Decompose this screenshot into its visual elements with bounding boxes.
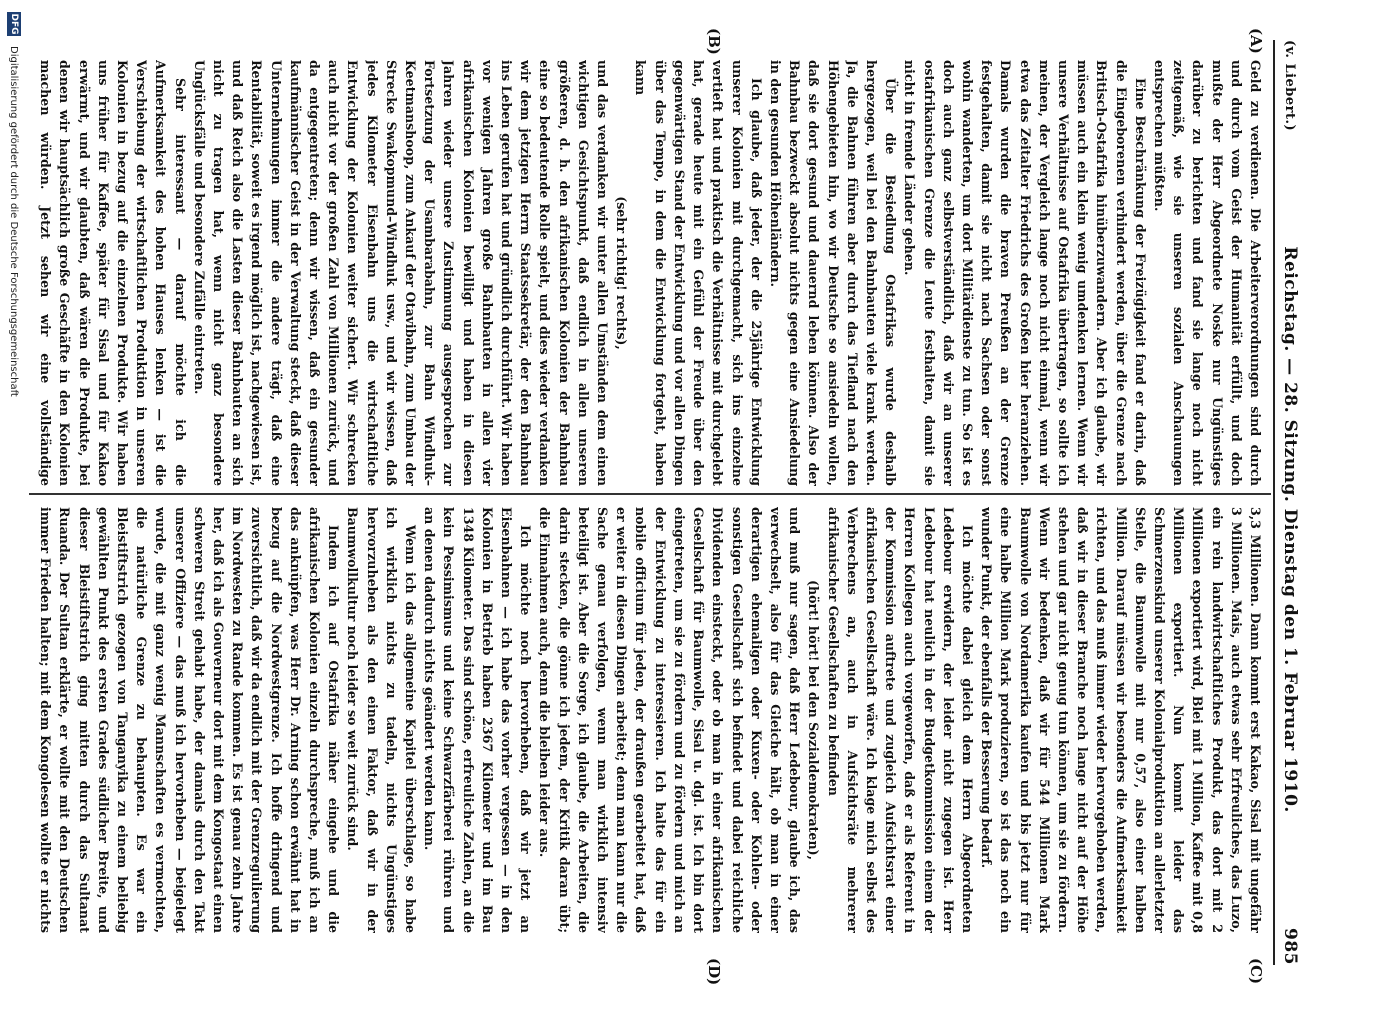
page-title: Reichstag. — 28. Sitzung. Dienstag den 1. Februar 1910. [1280,246,1300,813]
page-number: 985 [1280,928,1300,965]
footer [1,0,27,1012]
header-rule [1273,40,1275,965]
right-paragraph: und muß nur sagen, daß Herr Ledebour, glaube ich, das verwechselt, also für das Gleiche hält, ob man in einer derartigen ehemaligen oder Kuxen- oder Kohlen- oder sonstigen Gesellschaft sich befindet und dabei reichliche Dividenden einsteckt, oder ob man in einer afrikanischen Gesellschaft für Baumwolle, Sisal u. dgl. ist. Ich bin dort eingetreten, um sie zu fördern und zu fördern und mich an der Entwicklung zu interessieren. Ich halte das für ein nobile officium für jeden, der draußen gearbeitet hat, daß er weiter in diesen Dingen arbeitet; denn man kann nur die Sache genau verfolgen, wenn man wirklich intensiv beteiligt ist. Aber die Sorge, ich glaube, die Arbeiten, die darin stecken, die gönne ich jedem, der Kritik daran übt; die Einnahmen auch, denn die bleiben leider aus. [537,507,803,933]
left-column [35,60,1265,486]
left-paragraph: Über die Besiedlung Ostafrikas wurde deshalb hergezogen, weil bei den Bahnbauten viele krank werden. Ja, die Bahnen führen aber durch das Tiefland nach den Höhengebieten hin, wo wir Deutsche so ansiedeln wollen, daß sie dort gesund und dauernd leben können. Also der Bahnbau bezweckt absolut nichts gegen eine Ansiedelung in den gesunden Höhenländern. [767,60,899,486]
dfg-logo: DFG [9,13,19,35]
page-header [1279,40,1301,965]
left-paragraph: Eine Beschränkung der Freizügigkeit fand er darin, daß die Eingeborenen verhindert werden, über die Grenze nach Britisch-Ostafrika hinüberzuwandern. Aber ich glaube, wir müssen auch ein klein wenig umdenken lernen. Wenn wir unsere Verhältnisse auf Ostafrika übertragen, so sollte ich meinen, der Vergleich lange noch nicht einmal, wenn wir etwa das Zeitalter Friedrichs des Großen hier heranziehen. Damals wurden die braven Preußen an der Grenze festgehalten, damit sie nicht nach Sachsen oder sonst wohin wanderten, um dort Militärdienste zu tun. So ist es doch auch ganz selbstverständlich, daß wir an unserer ostafrikanischen Grenze die Leute festhalten, damit sie nicht in fremde Länder gehen. [902,60,1148,486]
right-paragraph: Indem ich auf Ostafrika näher eingehe und die afrikanischen Kolonien einzeln durchspreche, muß ich an das anknüpfen, was Herr Dr. Arning schon erwähnt hat in bezug auf die Nordwestgrenze. Ich hoffe dringend und zuversichtlich, daß wir da endlich mit der Grenzregulierung im Nordwesten zu Rande kommen. Es ist genau zehn Jahre her, daß ich als Gouverneur dort mit dem Kongostaat einen schweren Streit gehabt habe, der damals durch den Takt unserer Offiziere — das muß ich hervorheben — beigelegt wurde, die mit ganz wenig Mannschaften es vermochten, die natürliche Grenze zu behaupten. Es war ein Bleistiftstrich gezogen von Tanganyika zu einem beliebig gewählten Punkt des ersten Grades südlicher Breite, und dieser Bleistiftstrich ging mitten durch das Sultanat Ruanda. Der Sultan erklärte, er wollte mit den Deutschen immer Frieden halten; mit dem Kongolesen wollte er nichts [38,507,342,933]
column-divider [29,493,1271,495]
right-paragraph: Ich möchte noch hervorheben, daß wir jetzt an Eisenbahnen — ich habe das vorher vergessen — in den Kolonien in Betrieb haben 2367 Kilometer und im Bau 1348 Kilometer. Das sind schöne, erfreuliche Zahlen, an die kein Pessimismus und keine Schwarzfärberei rühren und an denen dadurch nichts geändert werden kann. [422,507,534,933]
left-paragraph: und das verdanken wir unter allen Umständen dem einen wichtigen Gesichtspunkt, daß endlich in allen unseren größeren, d. h. den afrikanischen Kolonien der Bahnbau eine so bedeutende Rolle spielt, und dies wieder verdanken wir dem jetzigen Herrn Staatssekretär, der den Bahnbau ins Leben gerufen hat und gründlich durchführt. Wir haben vor wenigen Jahren große Bahnbauten in allen vier afrikanischen Kolonien bewilligt und haben in diesen Jahren wieder unsere Zustimmung ausgesprochen zur Fortsetzung der Usambarabahn, zur Bahn Windhuk–Keetmanshoop, zum Ankauf der Otavibahn, zum Umbau der Strecke Swakopmund–Windhuk usw., und wir wissen, daß jedes Kilometer Eisenbahn uns die wirtschaftliche Entwicklung der Kolonien weiter sichert. Wir schrecken auch nicht vor der großen Zahl von Millionen zurück, und da entgegentreten; denn wir wissen, daß ein gesunder kaufmännischer Geist in der Verwaltung steckt, daß dieser Unternehmungen immer die andere trägt, daß eine Rentabilität, soweit es irgend möglich ist, nachgewiesen ist, und daß Reich also die Lasten dieser Bahnbauten an sich nicht zu tragen hat, wenn nicht ganz besondere Unglücksfälle und besondere Zufälle eintreten. [191,60,611,486]
right-paragraph: Ich möchte dabei gleich dem Herrn Abgeordneten Ledebour erwidern, der leider nicht zugegen ist. Herr Ledebour hat neulich in der Budgetkommission einem der Herren Kollegen auch vorgeworfen, daß er als Referent in der Kommission auftrete und zugleich Aufsichtsrat einer afrikanischen Gesellschaft wäre. Ich klage mich selbst des Verbrechens an, auch in Aufsichtsräte mehrerer afrikanischer Gesellschaften zu befinden [825,507,975,933]
footer-text: Digitalisierung gefördert durch die Deutsche Forschungsgemeinschaft [8,46,20,397]
left-interjection: (sehr richtig! rechts), [614,196,630,350]
left-speaker-label: (v. Liebert.) [1282,40,1298,132]
margin-mark-b: (B) [705,28,723,55]
right-paragraph: Wenn ich das allgemeine Kapitel überschlage, so habe ich wirklich nichts zu tadeln, nichts Ungünstiges hervorzuheben als den einen Faktor, daß wir in der Baumwollkultur noch leider so weit zurück sind. [345,507,419,933]
right-paragraph: 3,3 Millionen. Dann kommt erst Kakao, Sisal mit ungefähr 3 Millionen. Mais, auch etwas sehr Erfreuliches, das Luzo, ein rein landwirtschaftliches Produkt, das dort mit 2 Millionen exportiert wird, Blei mit 1 Million, Kaffee mit 0,8 Millionen exportiert. Nun kommt leider das Schmerzenskind unserer Kolonialproduktion an allerletzter Stelle, die Baumwolle mit nur 0,57, also einer halben Million. Darauf müssen wir besonders die Aufmerksamkeit richten, und das muß immer wieder hervorgehoben werden, daß wir in dieser Branche noch lange nicht auf der Höhe stehen und gar nicht genug tun können, um sie zu fördern. Wenn wir bedenken, daß wir für 544 Millionen Mark Baumwolle von Nordamerika kaufen und bis jetzt nur für eine halbe Million Mark produzieren, so ist das noch ein wunder Punkt, der ebenfalls der Besserung bedarf. [979,507,1263,933]
margin-mark-c: (C) [1247,958,1265,985]
left-paragraph: Ich glaube, daß jeder, der die 25jährige Entwicklung unserer Kolonien mit durchgemacht, sich ins einzelne vertieft hat und praktisch die Verhältnisse mit durchgelebt hat, gerade heute mit ein Gefühl der Freude über den gegenwärtigen Stand der Entwicklung und vor allen Dingen über das Tempo, in dem die Entwicklung fortgeht, haben kann [633,60,764,486]
left-paragraph: Sehr interessant — darauf möchte ich die Aufmerksamkeit des hohen Hauses lenken — ist die Verschiebung der wirtschaftlichen Produktion in unseren Kolonien in bezug auf die einzelnen Produkte. Wir haben uns früher für Kaffee, später für Sisal und für Kakao erwärmt, und wir glaubten, daß wären die Produkte, bei denen wir hauptsächlich große Geschäfte in den Kolonien machen würden. Jetzt sehen wir eine vollständige [38,60,188,486]
margin-mark-a: (A) [1247,28,1265,54]
right-column [35,507,1265,933]
right-interjection: (hört! hört! bei den Sozialdemokraten), [806,580,822,860]
left-paragraph: Geld zu verdienen. Die Arbeiterverordnungen sind durch und durch vom Geist der Humanität erfüllt, und doch mußte der Herr Abgeordnete Noske nur Ungünstiges darüber zu berichten und fand sie lange noch nicht zeitgemäß, wie sie unseren sozialen Anschauungen entsprechen müßten. [1151,60,1263,486]
margin-mark-d: (D) [705,958,723,986]
